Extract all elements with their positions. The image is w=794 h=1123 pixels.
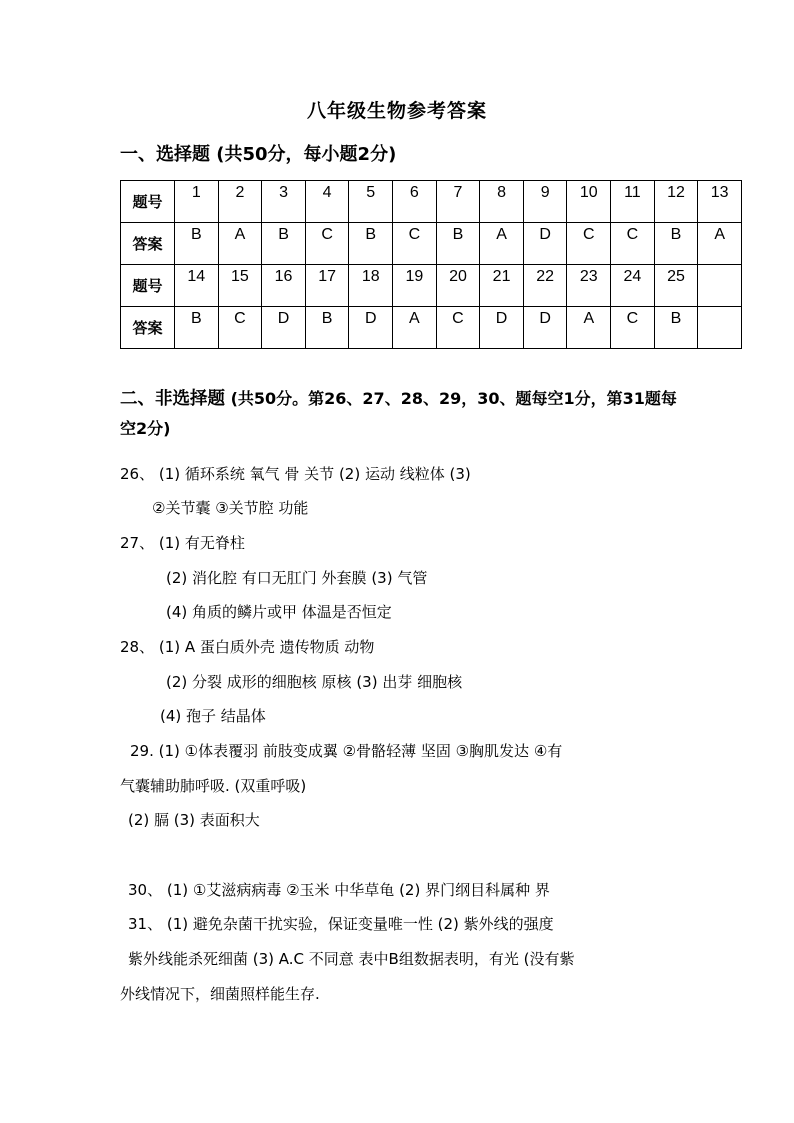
table-cell: D [523, 223, 567, 265]
section-2-heading-lead: 二、非选择题 [120, 389, 225, 409]
page-title: 八年级生物参考答案 [306, 100, 487, 122]
table-cell: 15 [218, 265, 262, 307]
section-1-heading: 一、选择题 (共50分，每小题2分) [120, 144, 397, 165]
table-cell [698, 265, 742, 307]
table-cell: 16 [262, 265, 306, 307]
answer-line: 气囊辅助肺呼吸. (双重呼吸) [120, 777, 307, 795]
answer-line: 27、 (1) 有无脊柱 [120, 534, 245, 552]
table-cell: C [218, 307, 262, 349]
answer-line: ②关节囊 ③关节腔 功能 [152, 499, 309, 517]
table-cell: B [175, 307, 219, 349]
table-cell: C [611, 223, 655, 265]
table-cell: 9 [523, 181, 567, 223]
table-cell: B [305, 307, 349, 349]
table-cell: B [654, 223, 698, 265]
table-cell: C [305, 223, 349, 265]
table-cell: B [654, 307, 698, 349]
answer-line: 紫外线能杀死细菌 (3) A.C 不同意 表中B组数据表明，有光 (没有紫 [128, 950, 575, 968]
table-cell: D [523, 307, 567, 349]
table-cell: A [393, 307, 437, 349]
answer-line: (2) 消化腔 有口无肛门 外套膜 (3) 气管 [166, 569, 428, 587]
table-row [121, 265, 742, 307]
table-cell: C [567, 223, 611, 265]
table-cell: 6 [393, 181, 437, 223]
table-cell: 20 [436, 265, 480, 307]
answer-line: 30、 (1) ①艾滋病病毒 ②玉米 中华草龟 (2) 界门纲目科属种 界 [128, 881, 550, 899]
table-cell: D [480, 307, 524, 349]
table-cell: 17 [305, 265, 349, 307]
answer-line: 26、 (1) 循环系统 氧气 骨 关节 (2) 运动 线粒体 (3) [120, 465, 471, 483]
answer-line: (2) 分裂 成形的细胞核 原核 (3) 出芽 细胞核 [166, 673, 463, 691]
table-cell [698, 307, 742, 349]
table-cell: 24 [611, 265, 655, 307]
row-label: 题号 [121, 265, 175, 307]
table-cell: A [567, 307, 611, 349]
table-cell: 3 [262, 181, 306, 223]
table-cell: D [349, 307, 393, 349]
table-cell: 2 [218, 181, 262, 223]
table-cell: C [611, 307, 655, 349]
table-cell: 18 [349, 265, 393, 307]
table-cell: 25 [654, 265, 698, 307]
table-cell: 14 [175, 265, 219, 307]
answer-line: 28、 (1) A 蛋白质外壳 遗传物质 动物 [120, 638, 375, 656]
table-cell: B [262, 223, 306, 265]
table-cell: 8 [480, 181, 524, 223]
answer-line: 31、 (1) 避免杂菌干扰实验，保证变量唯一性 (2) 紫外线的强度 [128, 915, 554, 933]
row-label: 答案 [121, 307, 175, 349]
section-2-heading [120, 384, 680, 444]
answer-line: (4) 角质的鳞片或甲 体温是否恒定 [166, 603, 392, 621]
answer-line: (2) 膈 (3) 表面积大 [128, 811, 260, 829]
table-cell: 11 [611, 181, 655, 223]
table-cell: B [175, 223, 219, 265]
row-label: 答案 [121, 223, 175, 265]
table-cell: B [436, 223, 480, 265]
table-cell: 4 [305, 181, 349, 223]
table-row [121, 307, 742, 349]
table-cell: A [698, 223, 742, 265]
table-cell: A [480, 223, 524, 265]
table-cell: 23 [567, 265, 611, 307]
table-row [121, 223, 742, 265]
answer-line: 外线情况下，细菌照样能生存. [120, 985, 320, 1003]
table-cell: 1 [175, 181, 219, 223]
table-cell: C [436, 307, 480, 349]
row-label: 题号 [121, 181, 175, 223]
answer-line: 29. (1) ①体表覆羽 前肢变成翼 ②骨骼轻薄 坚固 ③胸肌发达 ④有 [130, 742, 563, 760]
table-cell: 12 [654, 181, 698, 223]
table-cell: A [218, 223, 262, 265]
table-cell: 19 [393, 265, 437, 307]
section-2-heading-detail: (共50分。第26、27、28、29，30、题每空1分，第31题每空2分) [120, 389, 677, 438]
table-cell: 10 [567, 181, 611, 223]
table-cell: B [349, 223, 393, 265]
table-cell: C [393, 223, 437, 265]
table-cell: D [262, 307, 306, 349]
answer-line: (4) 孢子 结晶体 [160, 707, 266, 725]
table-cell: 13 [698, 181, 742, 223]
table-cell: 21 [480, 265, 524, 307]
table-cell: 5 [349, 181, 393, 223]
table-cell: 22 [523, 265, 567, 307]
table-row [121, 181, 742, 223]
table-cell: 7 [436, 181, 480, 223]
answer-table [120, 180, 742, 349]
